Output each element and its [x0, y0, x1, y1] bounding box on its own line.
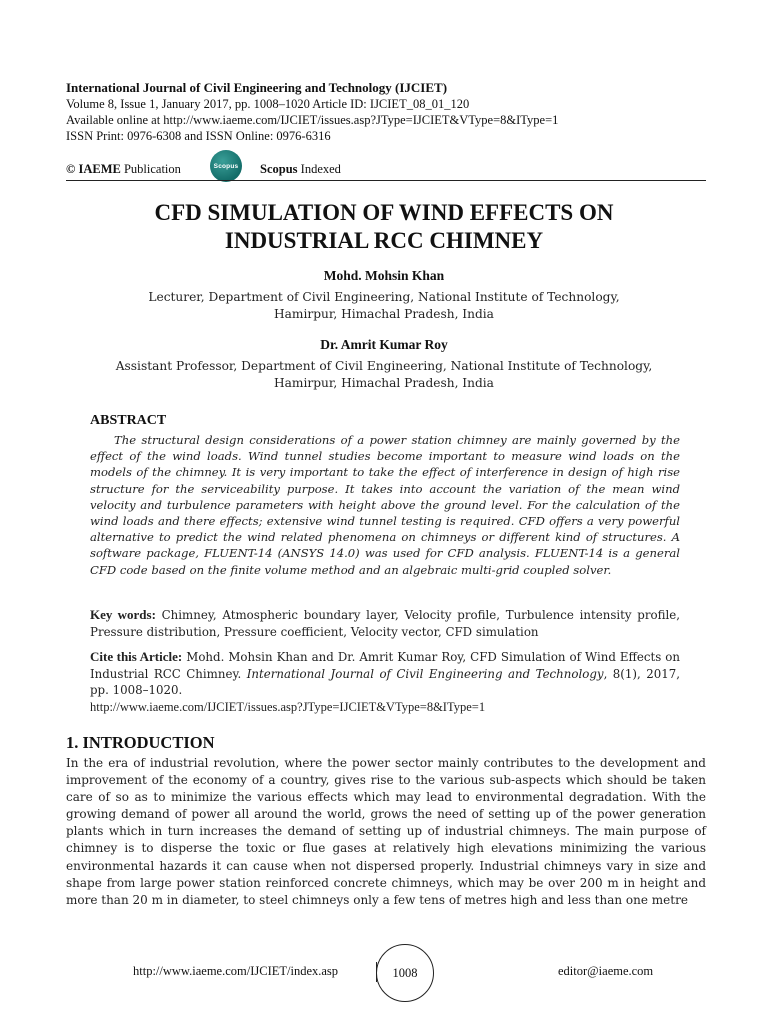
keywords: [90, 607, 680, 640]
cite-text-2: , 8(1), 2017, pp. 1008–1020.: [90, 666, 680, 697]
author-2-name: Dr. Amrit Kumar Roy: [320, 337, 448, 352]
journal-header: [66, 80, 706, 144]
author-1-name: Mohd. Mohsin Khan: [323, 268, 445, 283]
title-line-2: INDUSTRIAL RCC CHIMNEY: [224, 228, 544, 253]
scopus-logo-icon: Scopus: [210, 150, 242, 182]
publisher-rest: Publication: [120, 162, 181, 176]
publisher-label: [66, 162, 181, 177]
scopus-indexed-label: [260, 162, 341, 177]
author-1-affil-line-2: Hamirpur, Himachal Pradesh, India: [274, 307, 494, 321]
cite-text-1: Mohd. Mohsin Khan and Dr. Amrit Kumar Roy, CFD Simulation of Wind Effects on Industrial RCC Chimney.: [90, 650, 680, 681]
author-2-affil-line-1: Assistant Professor, Department of Civil Engineering, National Institute of Technology,: [115, 359, 653, 373]
journal-name: International Journal of Civil Engineering and Technology (IJCIET): [66, 80, 448, 95]
scopus-rest: Indexed: [297, 162, 341, 176]
keywords-label: Key words:: [90, 607, 156, 622]
introduction-heading: 1. INTRODUCTION: [66, 733, 215, 752]
author-2-affiliation: [60, 358, 708, 392]
volume-line: Volume 8, Issue 1, January 2017, pp. 1008–1020 Article ID: IJCIET_08_01_120: [66, 97, 470, 111]
cite-this-article: [90, 649, 680, 715]
author-2-affil-line-2: Hamirpur, Himachal Pradesh, India: [274, 376, 494, 390]
paper-title: [60, 199, 708, 255]
copyright-symbol: ©: [66, 162, 76, 176]
abstract-heading: ABSTRACT: [90, 413, 167, 428]
cite-journal: International Journal of Civil Engineering and Technology: [246, 666, 604, 681]
cite-url-link[interactable]: http://www.iaeme.com/IJCIET/issues.asp?JType=IJCIET&VType=8&IType=1: [90, 699, 486, 714]
cite-label: Cite this Article:: [90, 649, 183, 664]
page-number: 1008: [376, 944, 434, 1002]
publisher-bold: IAEME: [78, 162, 121, 176]
issn-line: ISSN Print: 0976-6308 and ISSN Online: 0976-6316: [66, 129, 331, 143]
title-line-1: CFD SIMULATION OF WIND EFFECTS ON: [154, 200, 614, 225]
footer-email-link[interactable]: editor@iaeme.com: [558, 964, 654, 978]
abstract-body: The structural design considerations of a power station chimney are mainly governed by the effect of the wind loads. Wind tunnel studies become important to measure wind loads on the models of the chimney. It is very important to take the effect of interference in design of high rise structure for the serviceability purpose. It takes into account the variation of the mean wind velocity and turbulence parameters with height above the ground level. For the calculation of the wind loads and there effects; extensive wind tunnel testing is required. CFD offers a very powerful alternative to predict the wind related phenomena on chimneys or different kind of structures. A software package, FLUENT-14 (ANSYS 14.0) was used for CFD analysis. FLUENT-14 is a general CFD code based on the finite volume method and an algebraic multi-grid coupled solver.: [90, 433, 680, 577]
online-line: Available online at http://www.iaeme.com/IJCIET/issues.asp?JType=IJCIET&VType=8&IType=1: [66, 113, 559, 127]
header-divider: [66, 180, 706, 181]
introduction-body: In the era of industrial revolution, where the power sector mainly contributes to the development and improvement of the economy of a country, gives rise to the various sub-aspects which should be taken care of so as to minimize the various effects which may lead to environmental degradation. With the growing demand of power all around the world, grows the need of setting up of the power generation plants which in turn increases the demand of setting up of industrial chimneys. The main purpose of chimney is to disperse the toxic or flue gases at relatively high elevations minimizing the various environmental hazards it can cause when not dispersed properly. Industrial chimneys vary in size and shape from large power station reinforced concrete chimneys, which may be over 200 m in height and more than 20 m in diameter, to steel chimneys only a few tens of metres high and less than one metre: [66, 756, 706, 907]
author-1-affil-line-1: Lecturer, Department of Civil Engineering, National Institute of Technology,: [148, 290, 620, 304]
scopus-bold: Scopus: [260, 162, 298, 176]
footer-url-link[interactable]: http://www.iaeme.com/IJCIET/index.asp: [133, 964, 339, 978]
keywords-text: Chimney, Atmospheric boundary layer, Velocity profile, Turbulence intensity profile, Pressure distribution, Pressure coefficient, Velocity vector, CFD simulation: [90, 608, 680, 639]
author-1-affiliation: [60, 289, 708, 323]
